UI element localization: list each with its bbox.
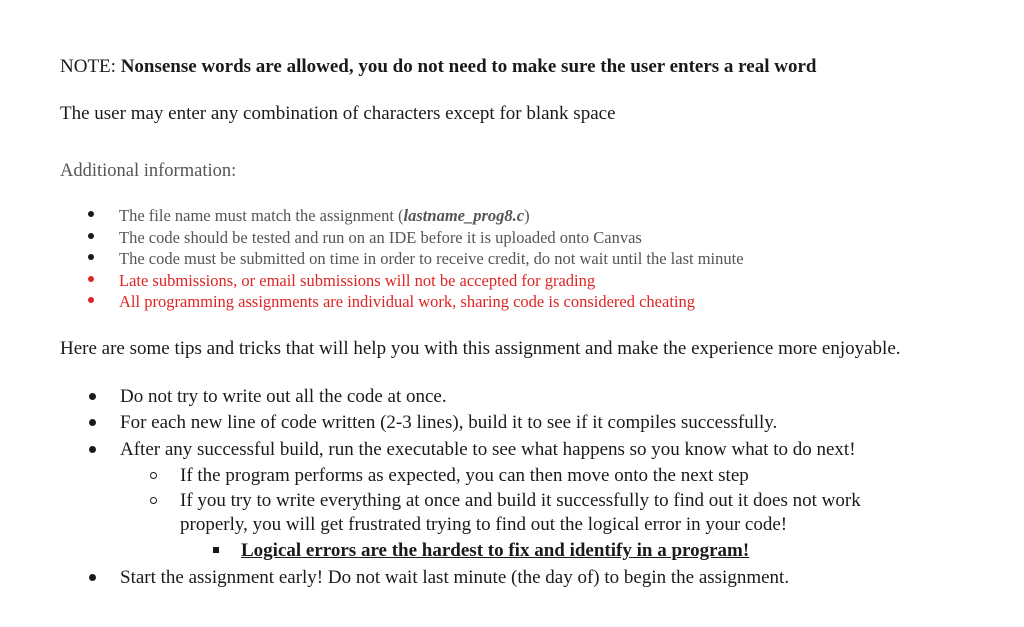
- bullet-icon: [89, 419, 96, 426]
- item-text: After any successful build, run the executable to see what happens so you know what to do next!: [120, 439, 856, 460]
- additional-info-heading: Additional information:: [60, 161, 237, 181]
- note-prefix: NOTE:: [60, 56, 121, 77]
- square-bullet-icon: [213, 547, 219, 553]
- filename-emphasis: lastname_prog8.c: [403, 206, 525, 225]
- user-input-paragraph: The user may enter any combination of characters except for blank space: [60, 103, 616, 124]
- item-text: Start the assignment early! Do not wait last minute (the day of) to begin the assignment.: [120, 567, 790, 588]
- document-page: NOTE: Nonsense words are allowed, you do not need to make sure the user enters a real word The user may enter any combination of characters except for blank space Additional information: The file name must match the assignment (lastname_prog8.c) The code should be tested and run on an IDE before it is uploaded onto Canvas The code must be submitted on time in order to receive credit, do not wait until the last minute Late submissions, or email submissions will not be accepted for grading All programming assignments are individual work, sharing code is considered cheating Here are some tips and tricks that will help you with this assignment and make the experience more enjoyable. Do not try to write out all the code at once. For each new line of code written (2-3 lines), build it to see if it compiles successfully. After any successful build, run the executable to see what happens so you know what to do next! If the program performs as expected, you can then move onto the next step If you try to write everything at once and build it successfully to find out it does not work properly, you will get frustrated trying to find out the logical error in your code! Logical errors are the hardest to fix and identify in a program! Start the assignment early! Do not wait last minute (the day of) to begin the assignment.: [60, 56, 901, 588]
- circle-bullet-icon: [150, 472, 157, 479]
- circle-bullet-icon: [150, 497, 157, 504]
- item-text-continued: properly, you will get frustrated trying to find out the logical error in your code!: [180, 514, 788, 535]
- bullet-icon: [88, 276, 94, 282]
- item-text: The code should be tested and run on an IDE before it is uploaded onto Canvas: [119, 228, 642, 247]
- note-bold-text: Nonsense words are allowed, you do not need to make sure the user enters a real word: [120, 56, 817, 77]
- item-text: The file name must match the assignment (: [119, 206, 404, 225]
- bullet-icon: [89, 393, 96, 400]
- item-text: Late submissions, or email submissions will not be accepted for grading: [119, 271, 596, 290]
- bullet-icon: [89, 446, 96, 453]
- item-text: For each new line of code written (2-3 lines), build it to see if it compiles successfully.: [120, 412, 778, 433]
- item-text: Logical errors are the hardest to fix and identify in a program!: [241, 540, 750, 561]
- note-paragraph: [60, 56, 816, 78]
- item-text: If the program performs as expected, you can then move onto the next step: [180, 465, 749, 486]
- item-text: Do not try to write out all the code at once.: [120, 386, 447, 407]
- item-text: The code must be submitted on time in order to receive credit, do not wait until the last minute: [119, 249, 744, 268]
- bullet-icon: [88, 233, 94, 239]
- bullet-icon: [88, 254, 94, 260]
- bullet-icon: [89, 574, 96, 581]
- bullet-icon: [88, 211, 94, 217]
- tips-intro-paragraph: Here are some tips and tricks that will help you with this assignment and make the experience more enjoyable.: [60, 338, 901, 359]
- bullet-icon: [88, 297, 94, 303]
- item-text: All programming assignments are individual work, sharing code is considered cheating: [119, 292, 695, 311]
- item-text: If you try to write everything at once and build it successfully to find out it does not work: [180, 490, 861, 511]
